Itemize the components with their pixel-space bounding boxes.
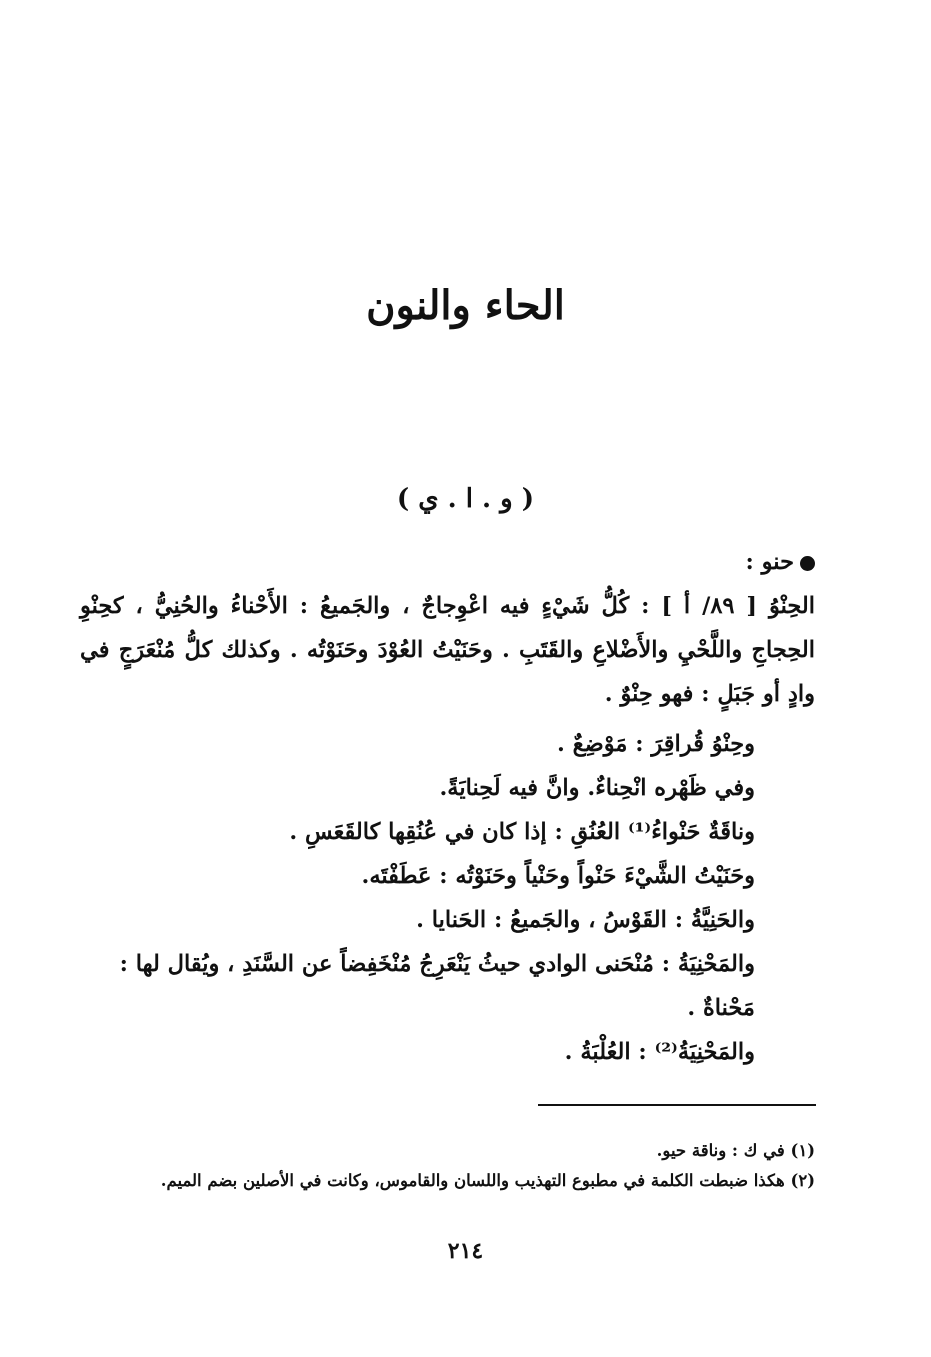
entry-head [80,540,815,584]
footnotes [80,1136,815,1196]
entry-line: والمَحْنِيَةُ⁽²⁾ : العُلْبَةُ . [564,1039,755,1065]
entry-line: وحَنَيْتُ الشَّيْءَ حَنْواً وحَنْياً وحَنَوْتُه : عَطَفْتَه. [361,863,755,889]
footnote: (٢) هكذا ضبطت الكلمة في مطبوع التهذيب واللسان والقاموس، وكانت في الأصلين بضم الميم. [160,1171,815,1190]
page-number: ٢١٤ [447,1238,484,1264]
bullet-icon [800,556,815,571]
entry-paragraph: الحِنْوُ [ ٨٩/ أ ] : كُلُّ شَيْءٍ فيه اعْوِجاجٌ ، والجَميعُ : الأَحْناءُ والحُنِيُّ ، كحِنْوِ الحِجاجِ واللَّحْيِ والأَضْلاعِ والقَتَبِ . وحَنَيْتُ العُوْدَ وحَنَوْتُه . وكذلك كلُّ مُنْعَرَجٍ في وادٍ أو جَبَلٍ : فهو حِنْوٌ . [80,593,815,707]
entry-line: والحَنِيَّةُ : القَوْسُ ، والجَميعُ : الحَنايا . [416,907,755,933]
entry-head-word: حنو : [745,549,794,575]
section-heading: ( و . ا . ي ) [396,484,535,514]
entry-body [80,540,815,1074]
entry-line: وناقَةٌ حَنْواءُ⁽¹⁾ العُنُقِ : إذا كان في عُنُقِها كالقَعَسِ . [289,819,755,845]
entry-line: والمَحْنِيَةُ : مُنْحَنى الوادي حيثُ يَنْعَرِجُ مُنْخَفِضاً عن السَّنَدِ ، ويُقال لها : مَحْناةٌ . [119,951,755,1021]
footnote: (١) في ك : وناقة حيو. [656,1141,815,1160]
entry-line: وفي ظَهْره انْحِناءٌ. وانَّ فيه لَحِنايَةً. [439,775,755,801]
entry-line: وحِنْوُ قُراقِرَ : مَوْضِعٌ . [556,731,755,757]
footnote-divider [538,1104,816,1106]
chapter-title: الحاء والنون [366,282,565,329]
